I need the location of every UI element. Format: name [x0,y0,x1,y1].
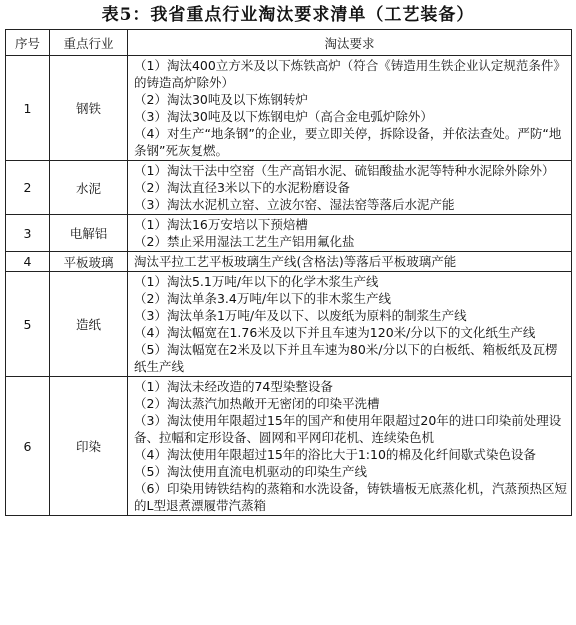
row-num: 4 [6,252,50,272]
row-industry: 造纸 [50,272,128,377]
requirement-item: （2）淘汰单条3.4万吨/年以下的非木浆生产线 [134,291,392,306]
table-row [6,215,572,252]
row-requirements [128,377,572,516]
table-row [6,56,572,161]
row-requirements [128,272,572,377]
row-industry: 平板玻璃 [50,252,128,272]
table-row [6,252,572,272]
row-industry: 钢铁 [50,56,128,161]
requirement-item: （2）淘汰蒸汽加热敞开无密闭的印染平洗槽 [134,396,380,411]
row-industry: 印染 [50,377,128,516]
row-num: 6 [6,377,50,516]
requirement-item: （4）淘汰使用年限超过15年的浴比大于1:10的棉及化纤间歇式染色设备 [134,447,536,462]
requirement-item: （2）淘汰30吨及以下炼钢转炉 [134,92,308,107]
requirement-item: （4）对生产“地条钢”的企业，要立即关停，拆除设备，并依法查处。严防“地条钢”死灰复燃。 [134,126,562,158]
requirement-item: （3）淘汰单条1万吨/年及以下、以废纸为原料的制浆生产线 [134,308,467,323]
elimination-table [5,29,572,516]
requirement-item: （1）淘汰干法中空窑（生产高铝水泥、硫铝酸盐水泥等特种水泥除外除外） [134,163,555,178]
requirement-item: （6）印染用铸铁结构的蒸箱和水洗设备，铸铁墙板无底蒸化机，汽蒸预热区短的L型退煮漂履带汽蒸箱 [134,481,567,513]
table-row [6,161,572,215]
row-num: 5 [6,272,50,377]
requirement-item: （3）淘汰水泥机立窑、立波尔窑、湿法窑等落后水泥产能 [134,197,455,212]
row-requirements [128,161,572,215]
requirement-item: （5）淘汰幅宽在2米及以下并且车速为80米/分以下的白板纸、箱板纸及瓦楞纸生产线 [134,342,558,374]
requirement-item: （1）淘汰5.1万吨/年以下的化学木浆生产线 [134,274,379,289]
requirement-item: （3）淘汰使用年限超过15年的国产和使用年限超过20年的进口印染前处理设备、拉幅和定形设备、圆网和平网印花机、连续染色机 [134,413,562,445]
row-requirements [128,252,572,272]
header-num: 序号 [6,30,50,56]
row-num: 2 [6,161,50,215]
header-requirements: 淘汰要求 [128,30,572,56]
requirement-item: （1）淘汰16万安培以下预焙槽 [134,217,308,232]
row-num: 3 [6,215,50,252]
table-title: 表5：我省重点行业淘汰要求清单（工艺装备） [101,5,475,25]
table-row [6,272,572,377]
header-row [6,30,572,56]
table-row [6,377,572,516]
row-industry: 电解铝 [50,215,128,252]
requirement-item: （1）淘汰未经改造的74型染整设备 [134,379,333,394]
requirement-item: （2）淘汰直径3米以下的水泥粉磨设备 [134,180,350,195]
requirement-item: （2）禁止采用湿法工艺生产铝用氟化盐 [134,234,355,249]
requirement-item: 淘汰平拉工艺平板玻璃生产线(含格法)等落后平板玻璃产能 [134,254,457,269]
requirement-item: （1）淘汰400立方米及以下炼铁高炉（符合《铸造用生铁企业认定规范条件》的铸造高炉除外） [134,58,566,90]
row-industry: 水泥 [50,161,128,215]
row-requirements [128,215,572,252]
row-requirements [128,56,572,161]
requirement-item: （4）淘汰幅宽在1.76米及以下并且车速为120米/分以下的文化纸生产线 [134,325,536,340]
requirement-item: （3）淘汰30吨及以下炼钢电炉（高合金电弧炉除外） [134,109,433,124]
header-industry: 重点行业 [50,30,128,56]
requirement-item: （5）淘汰使用直流电机驱动的印染生产线 [134,464,367,479]
row-num: 1 [6,56,50,161]
